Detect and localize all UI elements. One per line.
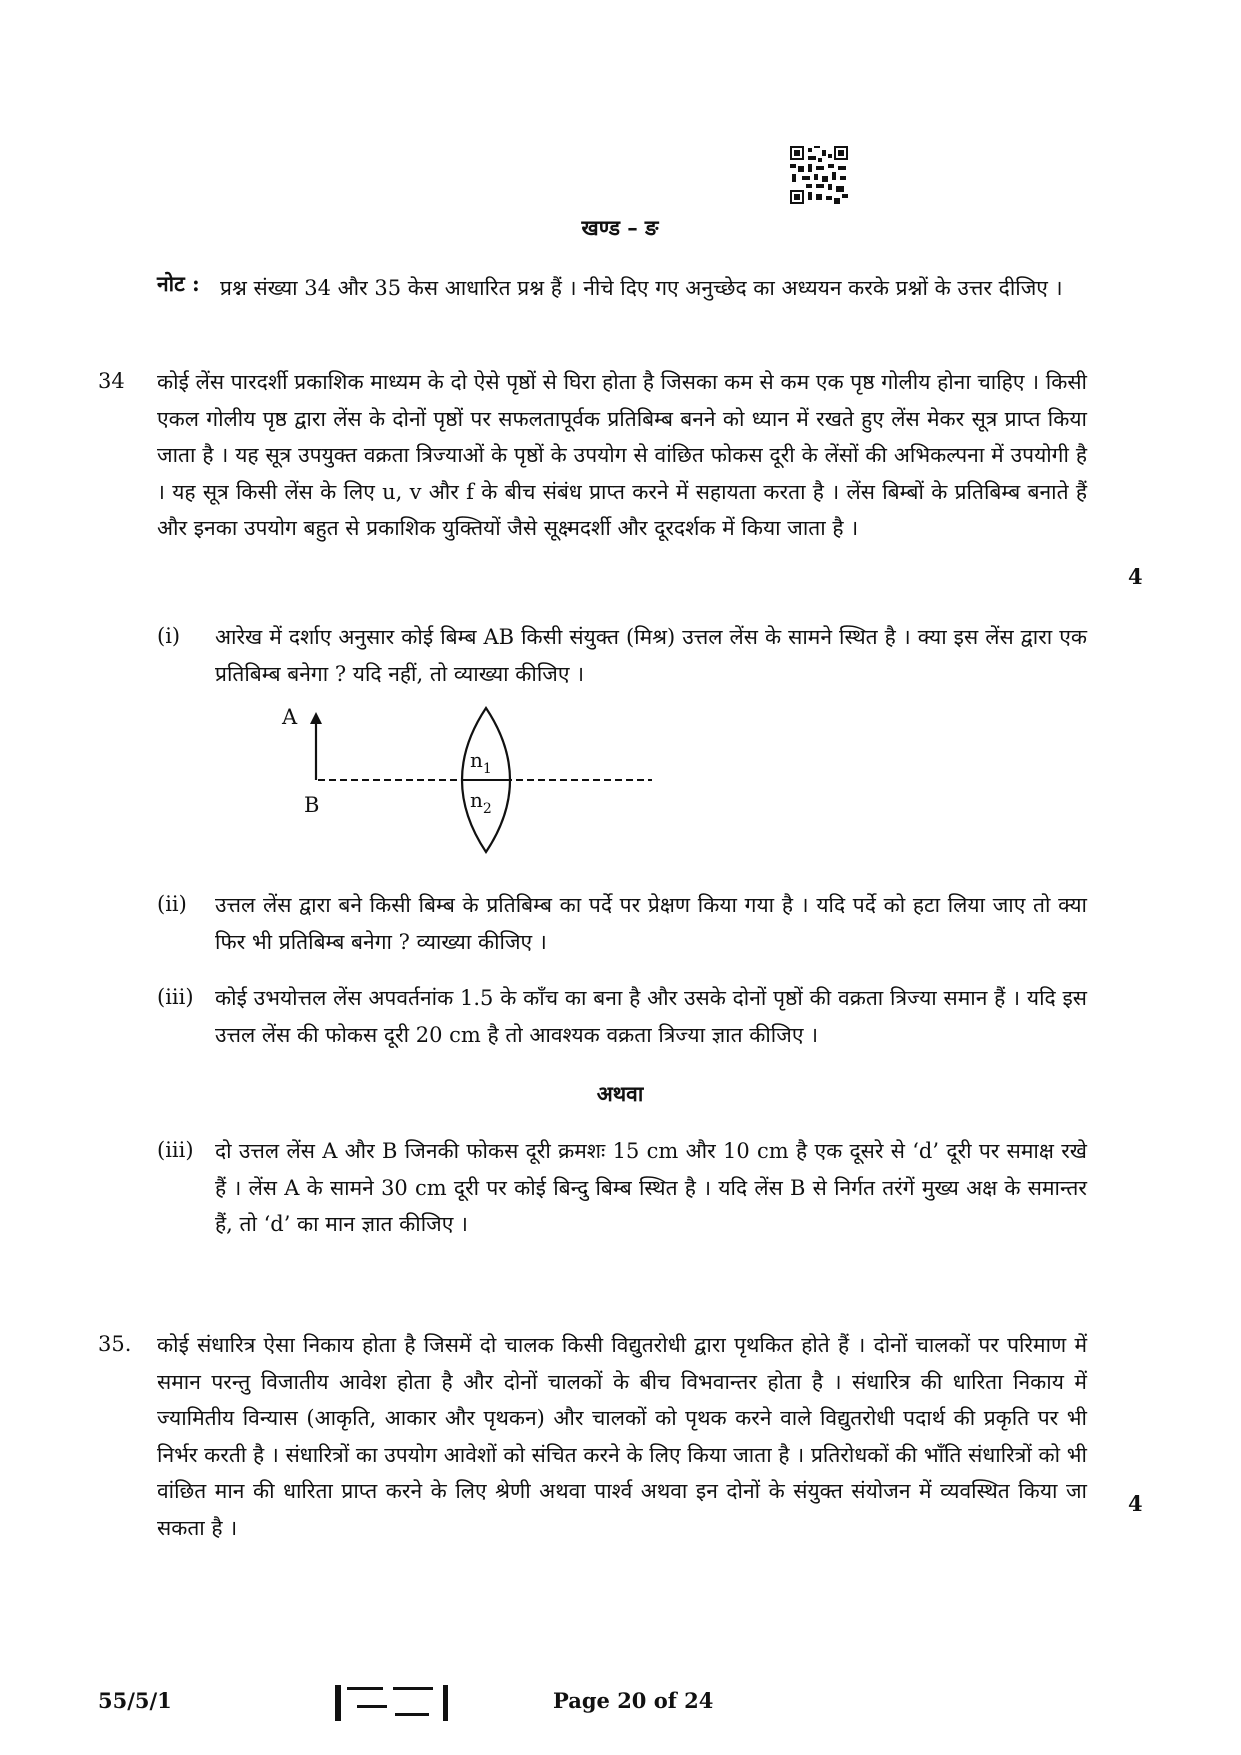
qr-code: [790, 146, 848, 204]
or-label: अथवा: [596, 1081, 644, 1106]
paper-code: 55/5/1: [98, 1688, 172, 1713]
question-34-paragraph: कोई लेंस पारदर्शी प्रकाशिक माध्यम के दो ऐसे पृष्ठों से घिरा होता है जिसका कम से कम एक पृष्ठ गोलीय होना चाहिए । किसी एकल गोलीय पृष्ठ द्वारा लेंस के दोनों पृष्ठों पर सफलतापूर्वक प्रतिबिम्ब बनने को ध्यान में रखते हुए लेंस मेकर सूत्र प्राप्त किया जाता है । यह सूत्र उपयुक्त वक्रता त्रिज्याओं के पृष्ठों के उपयोग से वांछित फोकस दूरी के लेंसों की अभिकल्पना में उपयोगी है । यह सूत्र किसी लेंस के लिए u, v और f के बीच संबंध प्राप्त करने में सहायता करता है । लेंस बिम्बों के प्रतिबिम्ब बनाते हैं और इनका उपयोग बहुत से प्रकाशिक युक्तियों जैसे सूक्ष्मदर्शी और दूरदर्शक में किया जाता है ।: [157, 370, 1087, 540]
question-34-marks: 4: [1128, 564, 1143, 589]
part-iii-label: (iii): [157, 985, 194, 1009]
part-i-text: आरेख में दर्शाए अनुसार कोई बिम्ब AB किसी संयुक्त (मिश्र) उत्तल लेंस के सामने स्थित है । क्या इस लेंस द्वारा एक प्रतिबिम्ब बनेगा ? यदि नहीं, तो व्याख्या कीजिए ।: [215, 625, 1087, 686]
note-text: प्रश्न संख्या 34 और 35 केस आधारित प्रश्न हैं । नीचे दिए गए अनुच्छेद का अध्ययन करके प्रश्नों के उत्तर दीजिए ।: [220, 276, 1063, 300]
note-label: नोट :: [157, 271, 200, 296]
section-title: खण्ड – ङ: [581, 215, 659, 240]
part-ii-text: उत्तल लेंस द्वारा बने किसी बिम्ब के प्रतिबिम्ब का पर्दे पर प्रेक्षण किया गया है । यदि पर्दे को हटा लिया जाए तो क्या फिर भी प्रतिबिम्ब बनेगा ? व्याख्या कीजिए ।: [215, 893, 1087, 954]
part-i-label: (i): [157, 624, 181, 648]
question-35-paragraph: कोई संधारित्र ऐसा निकाय होता है जिसमें दो चालक किसी विद्युतरोधी द्वारा पृथकित होते हैं । दोनों चालकों पर परिमाण में समान परन्तु विजातीय आवेश होता है और दोनों चालकों के बीच विभवान्तर होता है । संधारित्र की धारिता निकाय में ज्यामितीय विन्यास (आकृति, आकार और पृथकन) और चालकों को पृथक करने वाले विद्युतरोधी पदार्थ की प्रकृति पर भी निर्भर करती है । संधारित्रों का उपयोग आवेशों को संचित करने के लिए किया जाता है । प्रतिरोधकों की भाँति संधारित्रों को भी वांछित मान की धारिता प्राप्त करने के लिए श्रेणी अथवा पार्श्व अथवा इन दोनों के संयुक्त संयोजन में व्यवस्थित किया जा सकता है ।: [157, 1333, 1087, 1540]
label-n1: $n_1$: [470, 748, 492, 777]
lens-diagram: [280, 700, 660, 900]
page-number: Page 20 of 24: [553, 1688, 714, 1713]
question-number-34: 34: [98, 369, 125, 393]
label-n2: $n_2$: [470, 788, 492, 817]
arrow-head-icon: [310, 712, 322, 724]
barcode-mark: [335, 1683, 453, 1723]
question-number-35: 35.: [98, 1332, 132, 1356]
question-35-marks: 4: [1128, 1491, 1143, 1516]
label-b: B: [304, 793, 320, 817]
label-a: A: [282, 705, 298, 729]
part-ii-label: (ii): [157, 892, 187, 916]
part-iii-text: कोई उभयोत्तल लेंस अपवर्तनांक 1.5 के काँच का बना है और उसके दोनों पृष्ठों की वक्रता त्रिज्या समान हैं । यदि इस उत्तल लेंस की फोकस दूरी 20 cm है तो आवश्यक वक्रता त्रिज्या ज्ञात कीजिए ।: [215, 986, 1087, 1047]
alt-part-iii-text: दो उत्तल लेंस A और B जिनकी फोकस दूरी क्रमशः 15 cm और 10 cm है एक दूसरे से ‘d’ दूरी पर समाक्ष रखे हैं । लेंस A के सामने 30 cm दूरी पर कोई बिन्दु बिम्ब स्थित है । यदि लेंस B से निर्गत तरंगें मुख्य अक्ष के समान्तर हैं, तो ‘d’ का मान ज्ञात कीजिए ।: [215, 1139, 1087, 1236]
alt-part-iii-label: (iii): [157, 1138, 194, 1162]
